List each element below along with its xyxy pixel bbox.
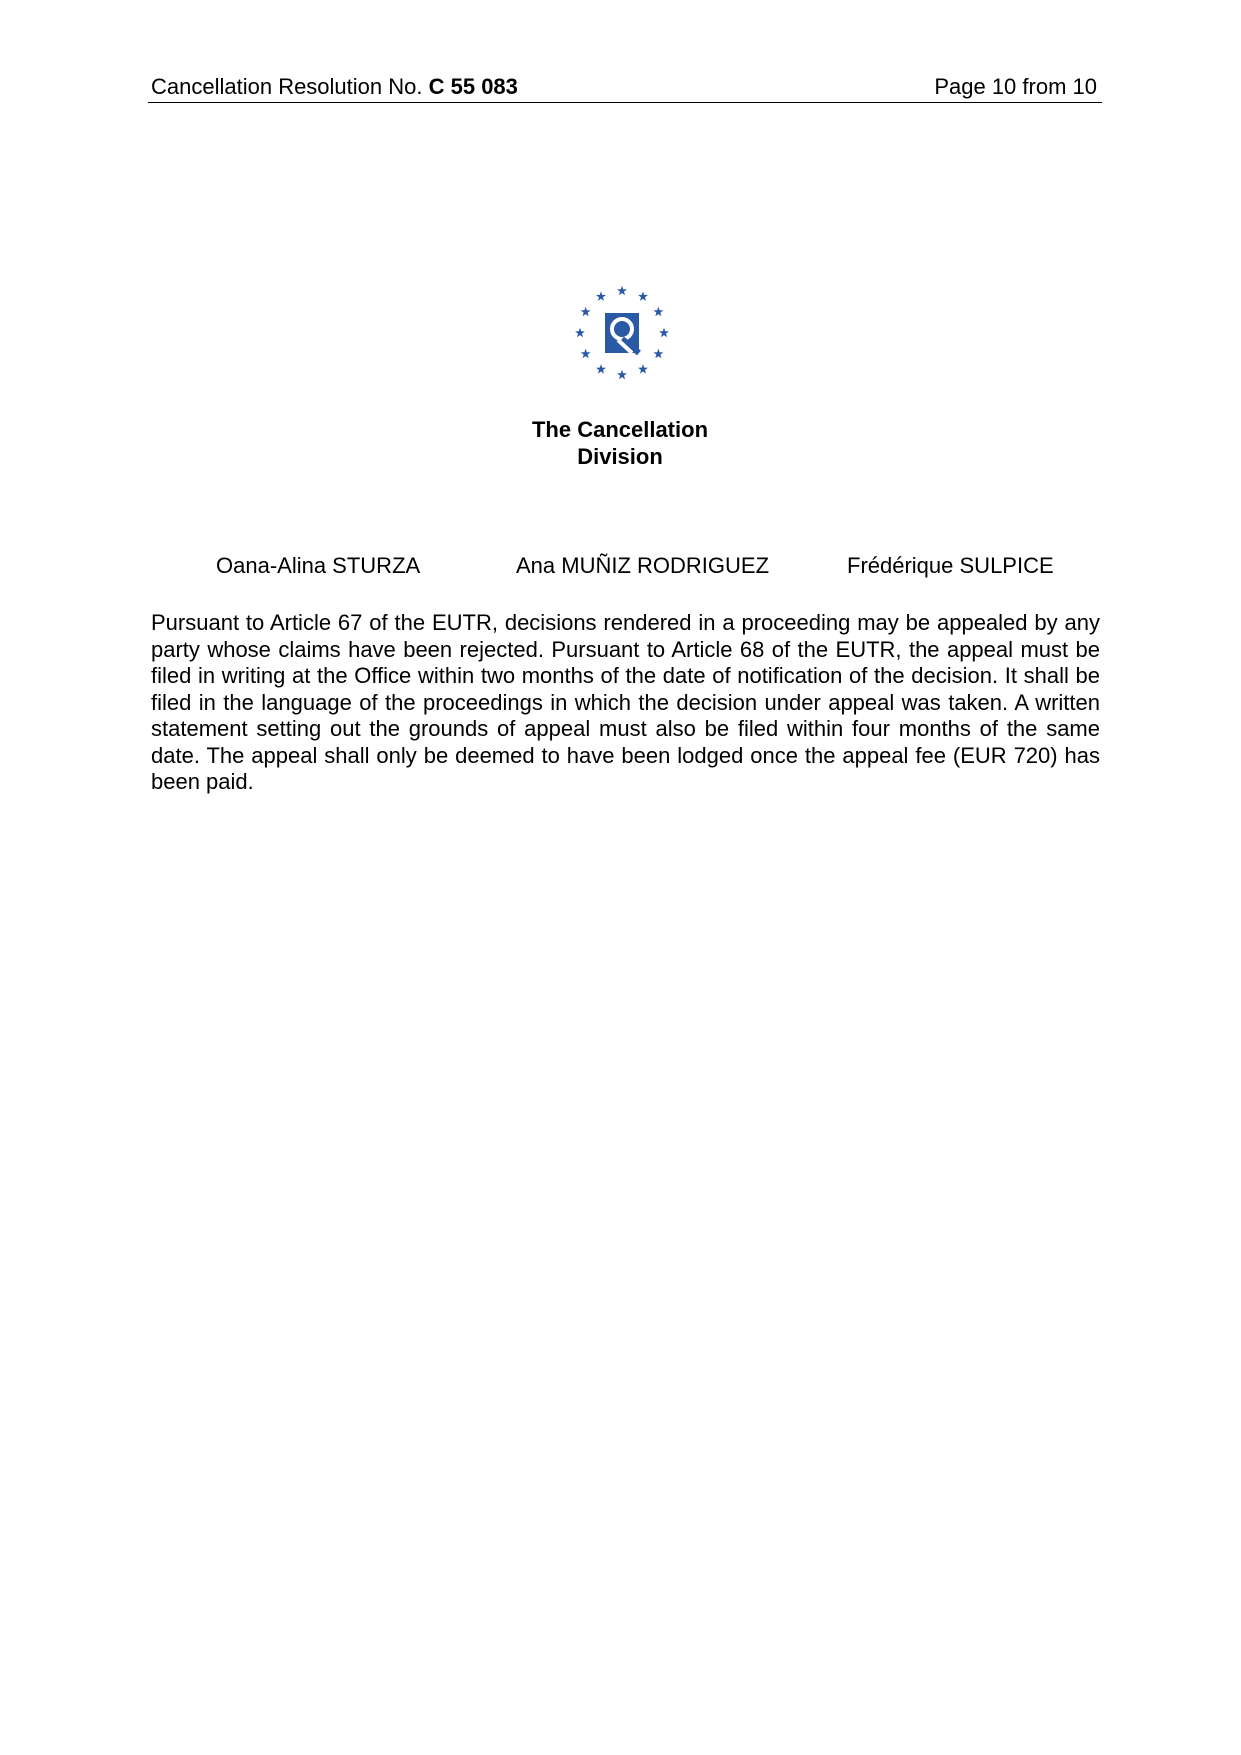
division-title bbox=[420, 416, 820, 470]
star-icon bbox=[653, 307, 663, 316]
star-icon bbox=[617, 370, 627, 379]
star-icon bbox=[581, 349, 591, 358]
page-number: Page 10 from 10 bbox=[934, 74, 1097, 99]
signatory-1: Oana-Alina STURZA bbox=[216, 553, 421, 578]
signatory-2: Ana MUÑIZ RODRIGUEZ bbox=[516, 553, 770, 578]
star-icon bbox=[638, 364, 648, 373]
signatories bbox=[0, 553, 1241, 583]
star-icon bbox=[659, 328, 669, 337]
division-title-line2: Division bbox=[577, 444, 663, 469]
signatory-3: Frédérique SULPICE bbox=[847, 553, 1054, 578]
star-icon bbox=[596, 291, 606, 300]
page-header bbox=[148, 72, 1102, 103]
star-icon bbox=[596, 364, 606, 373]
star-icon bbox=[581, 307, 591, 316]
star-icon bbox=[575, 328, 585, 337]
office-logo-icon bbox=[572, 283, 672, 383]
division-title-line1: The Cancellation bbox=[531, 417, 709, 442]
resolution-reference bbox=[151, 76, 518, 98]
appeal-notice: Pursuant to Article 67 of the EUTR, decisions rendered in a proceeding may be appealed by any party whose claims have been rejected. Pursuant to Article 68 of the EUTR, the appeal must be filed in writing at the Office within two months of the date of notification of the decision. It shall be filed in the language of the proceedings in which the decision under appeal was taken. A written statement setting out the grounds of appeal must also be filed within four months of the same date. The appeal shall only be deemed to have been lodged once the appeal fee (EUR 720) has been paid. bbox=[151, 610, 1100, 794]
star-icon bbox=[653, 349, 663, 358]
star-icon bbox=[638, 291, 648, 300]
resolution-label: Cancellation Resolution No. bbox=[151, 74, 429, 99]
resolution-number: C 55 083 bbox=[428, 74, 518, 99]
star-icon bbox=[617, 286, 627, 295]
